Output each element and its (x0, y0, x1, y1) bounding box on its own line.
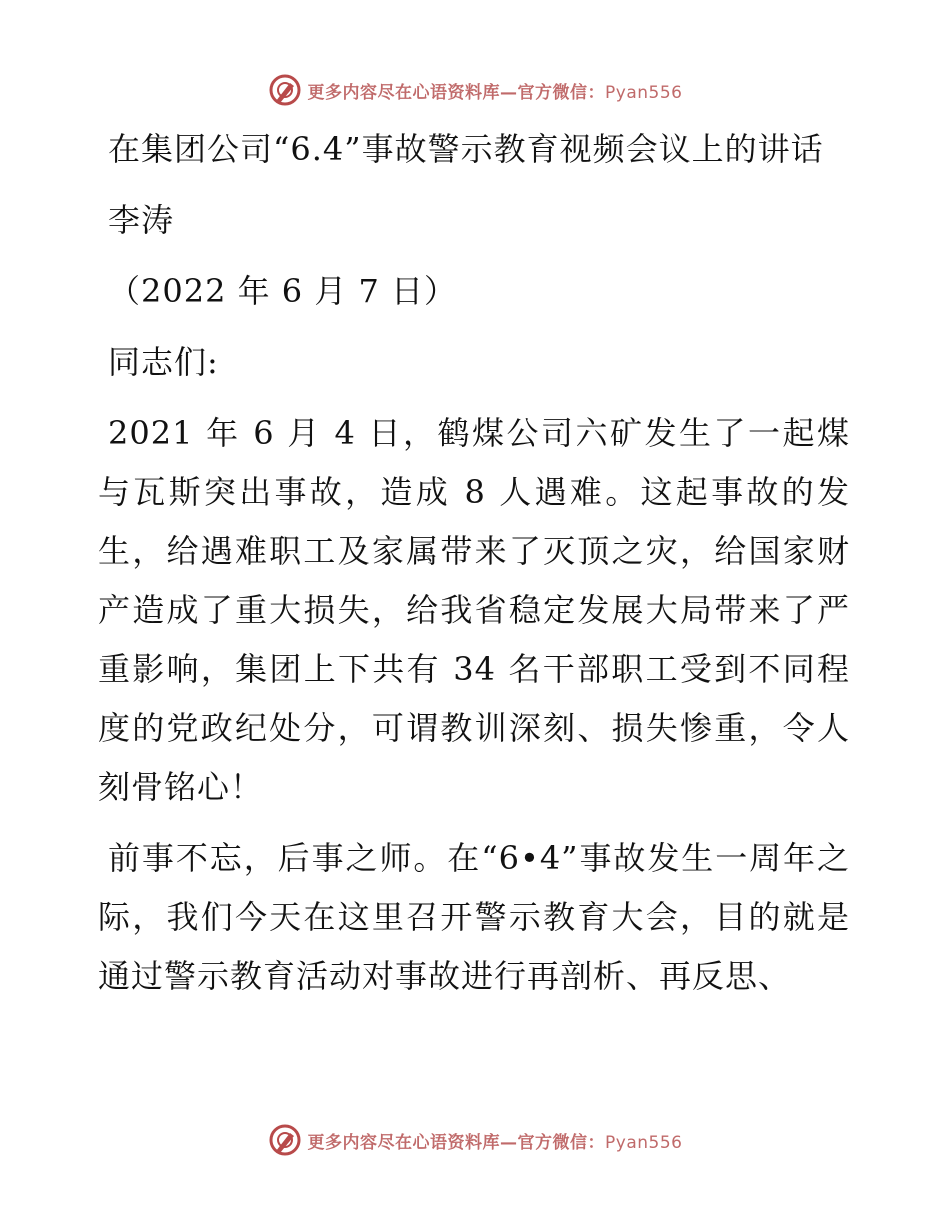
document-body (98, 120, 850, 1018)
pen-circle-logo-icon (268, 1123, 302, 1157)
document-date: （2022 年 6 月 7 日） (108, 272, 458, 310)
body-paragraph: 2021 年 6 月 4 日，鹤煤公司六矿发生了一起煤与瓦斯突出事故，造成 8 人遇难。这起事故的发生，给遇难职工及家属带来了灭顶之灾，给国家财产造成了重大损失，给我省稳定发展大局带来了严重影响，集团上下共有 34 名干部职工受到不同程度的党政纪处分，可谓教训深刻、损失惨重，令人刻骨铭心！ (98, 414, 850, 806)
pen-circle-logo-icon (268, 73, 302, 107)
watermark-text: 更多内容尽在心语资料库—官方微信：Pyan556 (307, 82, 683, 103)
body-paragraph: 前事不忘，后事之师。在“6•4”事故发生一周年之际，我们今天在这里召开警示教育大会，目的就是通过警示教育活动对事故进行再剖析、再反思、 (98, 839, 850, 995)
watermark-header (0, 70, 950, 110)
watermark-text: 更多内容尽在心语资料库—官方微信：Pyan556 (307, 1132, 683, 1153)
watermark-footer (0, 1120, 950, 1160)
document-salutation: 同志们: (108, 343, 219, 381)
document-author: 李涛 (108, 201, 175, 239)
document-title: 在集团公司“6.4”事故警示教育视频会议上的讲话 (108, 130, 824, 168)
